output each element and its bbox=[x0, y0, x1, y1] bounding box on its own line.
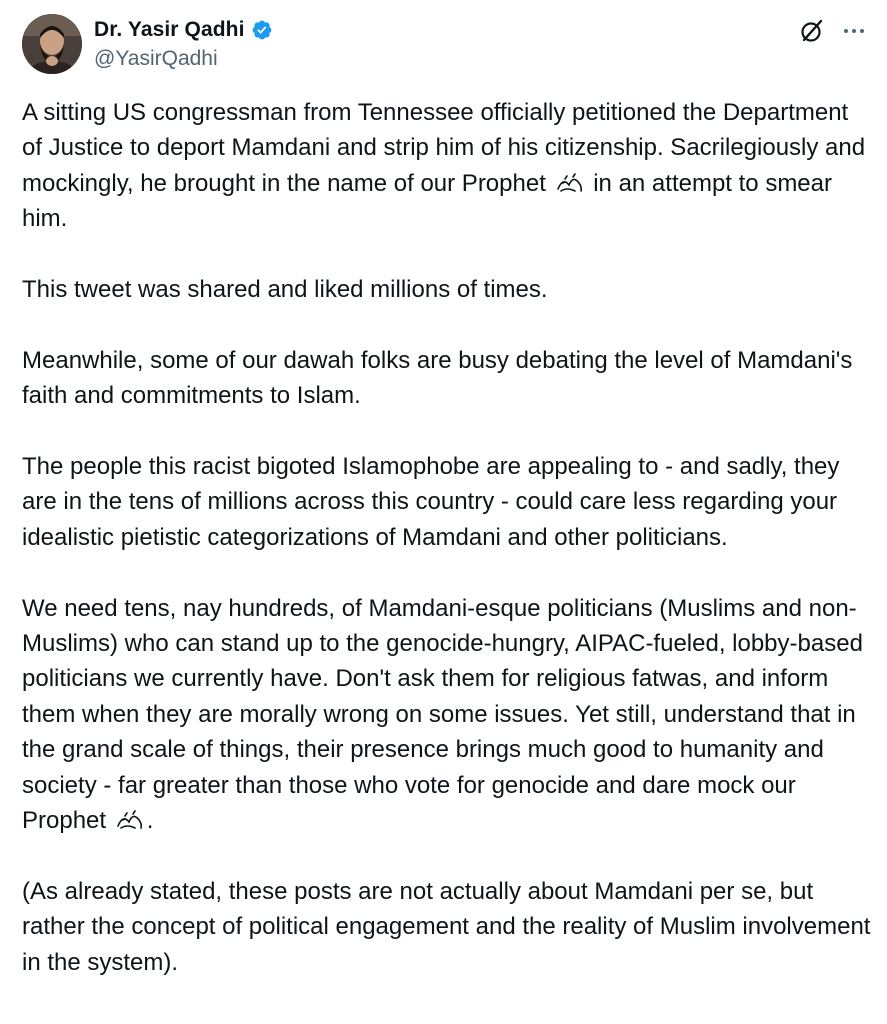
paragraph-text: Meanwhile, some of our dawah folks are busy debating the level of Mamdani's faith and commitments to Islam. bbox=[22, 346, 853, 410]
pbuh-honorific-icon bbox=[555, 170, 585, 194]
paragraph-text: in an attempt to smear him. bbox=[22, 169, 832, 233]
pbuh-text bbox=[585, 170, 586, 171]
paragraph-text: The people this racist bigoted Islamophobe are appealing to - and sadly, they are in the tens of millions across this country - could care less regarding your idealistic pietistic categorizations of Mamdani and other politicians. bbox=[22, 453, 840, 551]
avatar-photo-icon bbox=[22, 14, 82, 74]
paragraph-text: (As already stated, these posts are not actually about Mamdani per se, but rather the concept of political engagement and the reality of Muslim involvement in the system). bbox=[22, 877, 871, 976]
display-name[interactable]: Dr. Yasir Qadhi bbox=[94, 18, 245, 41]
tweet-paragraph bbox=[22, 591, 872, 839]
verified-badge-icon[interactable] bbox=[251, 19, 273, 41]
pbuh-text bbox=[145, 807, 146, 808]
paragraph-text: We need tens, nay hundreds, of Mamdani-esque politicians (Muslims and non-Muslims) who can stand up to the genocide-hungry, AIPAC-fueled, lobby-based politicians we currently have. Don't ask them for religious fatwas, and inform them when they are morally wrong on some issues. Yet still, understand that in the grand scale of things, their presence brings much good to humanity and society - far greater than those who vote for genocide and dare mock our Prophet bbox=[22, 594, 863, 835]
tweet-paragraph bbox=[22, 874, 872, 980]
paragraph-text: . bbox=[146, 807, 154, 835]
tweet-paragraph bbox=[22, 272, 872, 307]
paragraph-text: A sitting US congressman from Tennessee officially petitioned the Department of Justice to deport Mamdani and strip him of his citizenship. Sacrilegiously and mockingly, he brought in the name of our Prophet bbox=[22, 99, 866, 197]
tweet-text bbox=[22, 95, 872, 1015]
more-dots-icon[interactable] bbox=[843, 20, 865, 42]
tweet-paragraph bbox=[22, 343, 872, 414]
grok-icon[interactable] bbox=[799, 18, 825, 44]
tweet-paragraph bbox=[22, 449, 872, 555]
author-names bbox=[94, 16, 273, 71]
paragraph-text: This tweet was shared and liked millions of times. bbox=[22, 276, 548, 304]
handle[interactable]: @YasirQadhi bbox=[94, 47, 218, 70]
pbuh-honorific-icon bbox=[115, 807, 145, 831]
tweet-paragraph bbox=[22, 95, 872, 237]
tweet-header bbox=[22, 14, 865, 76]
avatar[interactable] bbox=[22, 14, 82, 74]
tweet-actions bbox=[799, 18, 865, 44]
